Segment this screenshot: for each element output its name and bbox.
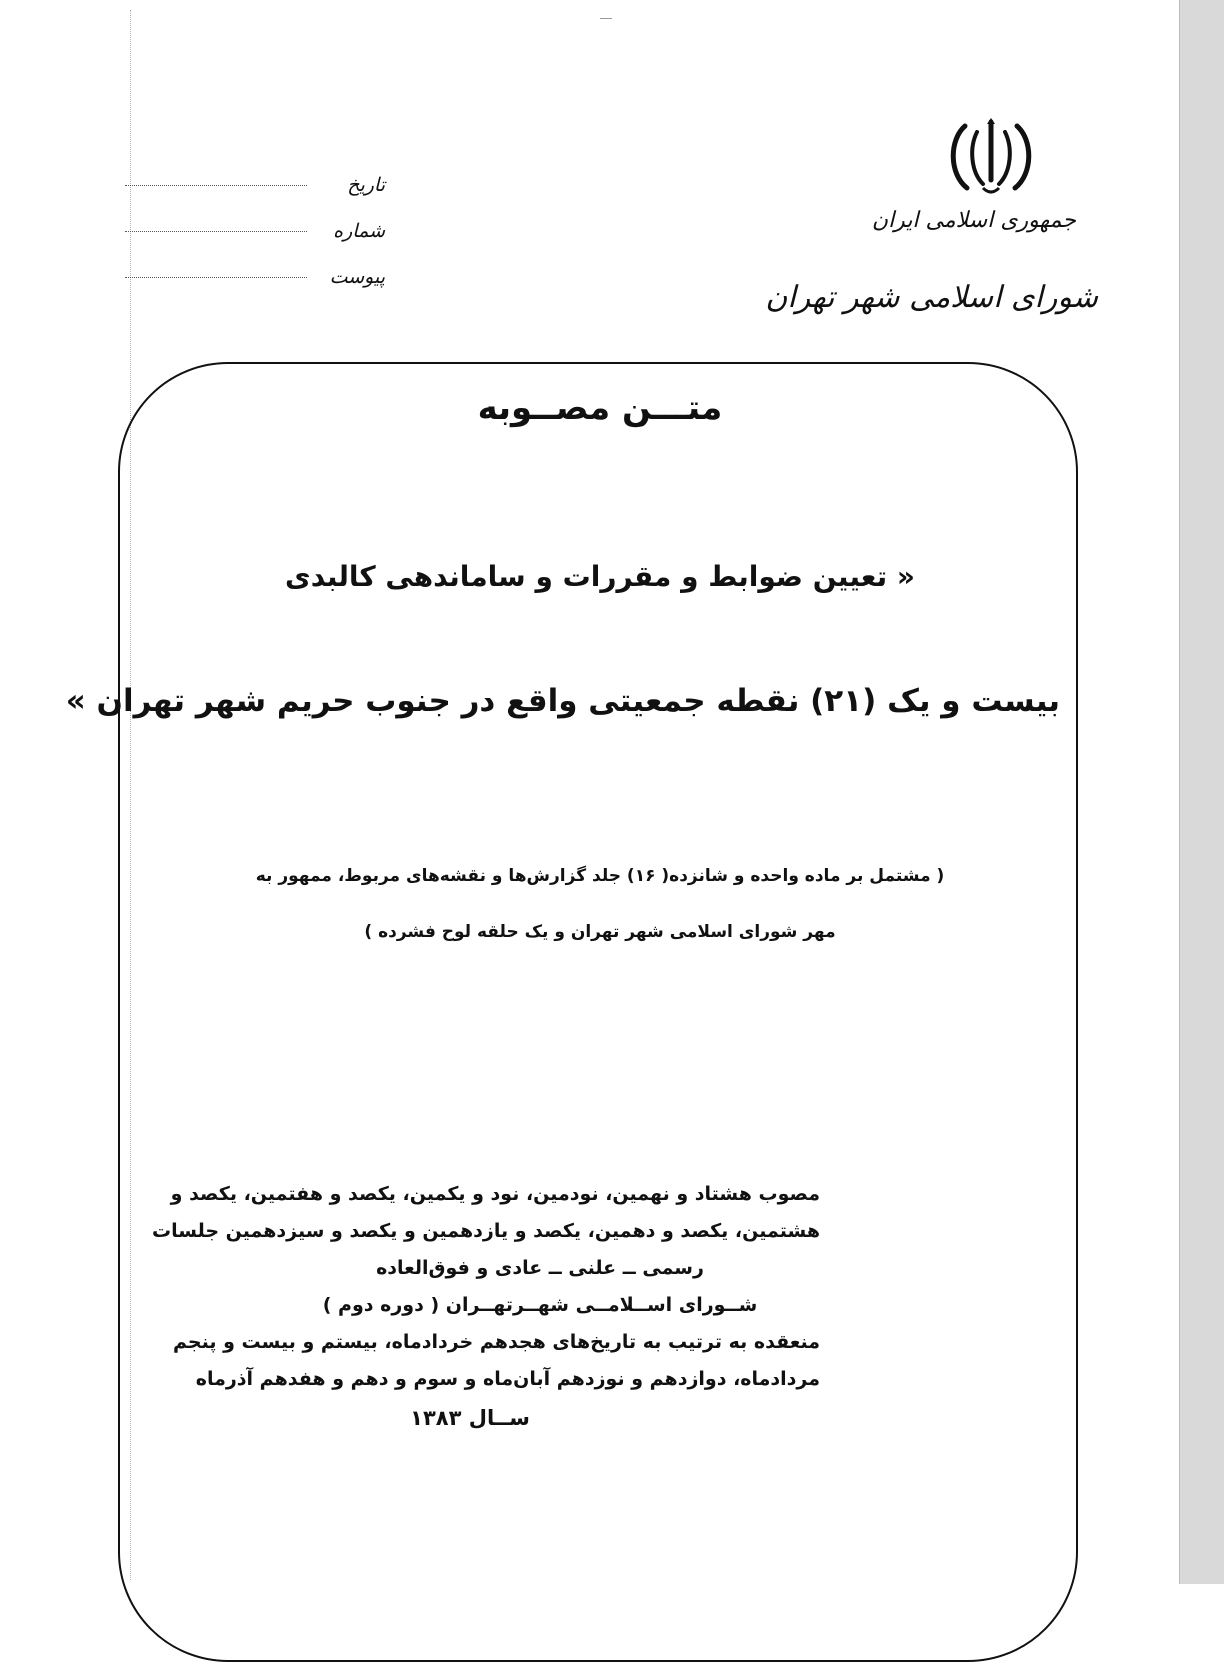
scan-edge [1179,0,1224,1584]
subject-line-2: بیست و یک (۲۱) نقطه جمعیتی واقع در جنوب حریم شهر تهران » [65,683,1060,719]
number-label: شماره [333,220,385,242]
scan-mark [600,18,612,19]
country-name: جمهوری اسلامی ایران [871,208,1076,233]
approval-line-4: شــورای اســلامــی شهــرتهــران ( دوره دوم ) [322,1294,758,1316]
content-frame [65,362,1078,1662]
date-label: تاریخ [347,174,385,196]
attachment-line [125,276,307,278]
approval-year: ســال ۱۳۸۳ [410,1406,530,1430]
date-row [125,150,385,196]
note-line-1: ( مشتمل بر ماده واحده و شانزده( ۱۶) جلد گزارش‌ها و نقشه‌های مربوط، ممهور به [255,866,945,886]
document-title: متـــن مصــوبه [477,388,723,428]
note-line-2: مهر شورای اسلامی شهر تهران و یک حلقه لوح فشرده ) [364,922,836,942]
approval-line-2: هشتمین، یکصد و دهمین، یکصد و یازدهمین و یکصد و سیزدهمین جلسات [152,1220,820,1242]
approval-line-5: منعقده به ترتیب به تاریخ‌های هجدهم خردادماه، بیستم و بیست و پنجم [173,1331,820,1353]
subject-line-1: « تعیین ضوابط و مقررات و ساماندهی کالبدی [285,560,915,593]
date-line [125,184,307,186]
approval-line-3: رسمی ــ علنی ــ عادی و فوق‌العاده [376,1257,704,1279]
national-emblem-icon [943,118,1039,198]
number-row [125,196,385,242]
approval-block [152,1176,820,1438]
attachment-label: پیوست [329,266,385,288]
letterhead-meta [125,150,385,288]
approval-line-1: مصوب هشتاد و نهمین، نودمین، نود و یکمین، یکصد و هفتمین، یکصد و [170,1183,820,1205]
number-line [125,230,307,232]
council-name: شورای اسلامی شهر تهران [765,280,1098,315]
attachment-row [125,242,385,288]
approval-line-6: مردادماه، دوازدهم و نوزدهم آبان‌ماه و سوم و دهم و هفدهم آذرماه [195,1368,820,1390]
